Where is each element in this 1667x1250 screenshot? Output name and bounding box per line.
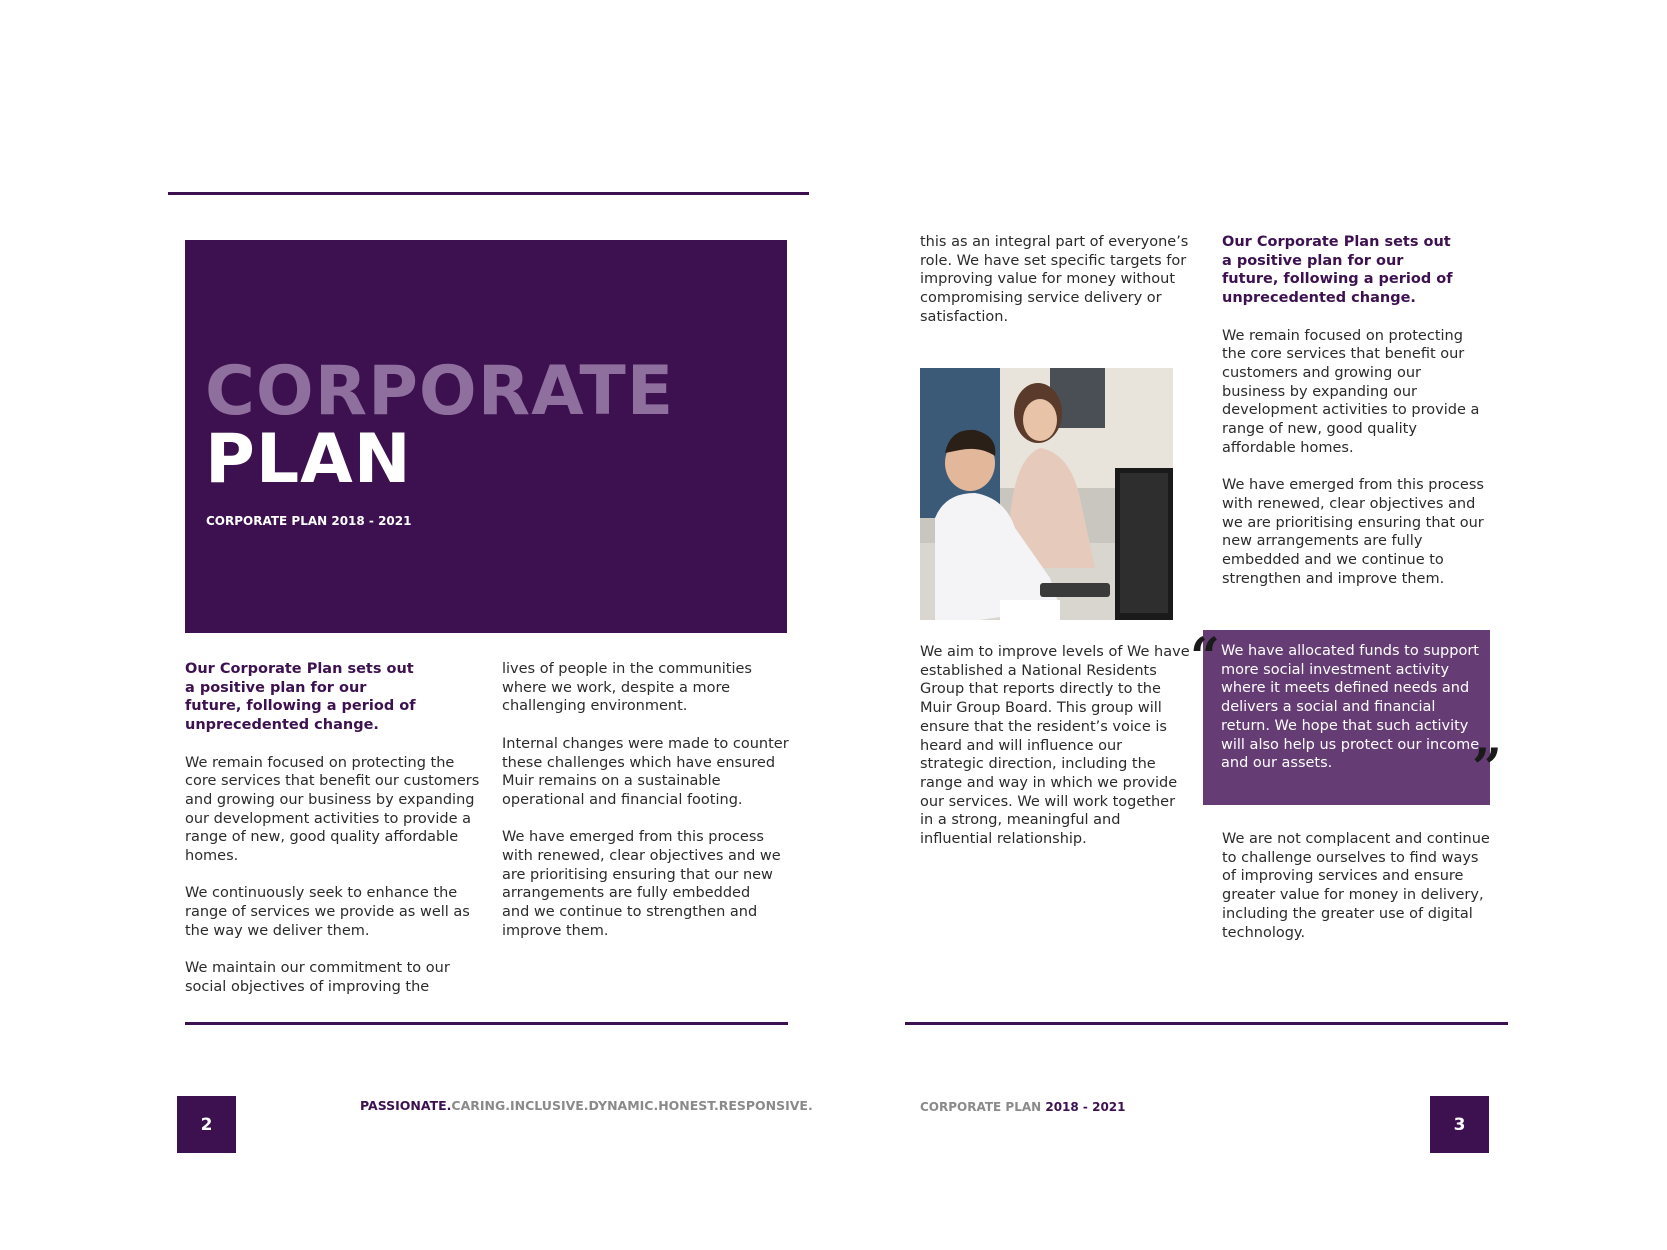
body-paragraph: We continuously seek to enhance the range of services we provide as well as the way we deliver them. xyxy=(185,885,470,939)
left-column-2 xyxy=(502,660,792,959)
footer-value-passionate: PASSIONATE. xyxy=(360,1098,452,1113)
footer-label: CORPORATE PLAN xyxy=(920,1100,1046,1114)
body-paragraph: Internal changes were made to counter these challenges which have ensured Muir remains on a sustainable operational and financial footing. xyxy=(502,735,789,808)
right-column-3-bottom xyxy=(920,643,1190,867)
body-paragraph: We maintain our commitment to our social objectives of improving the xyxy=(185,960,450,995)
body-paragraph: We are not complacent and continue to challenge ourselves to find ways of improving services and ensure greater value for money in delivery, including the greater use of digital technology. xyxy=(1222,831,1490,941)
right-column-4-bottom xyxy=(1222,830,1497,961)
body-paragraph: We remain focused on protecting the core services that benefit our customers and growing our business by expanding our development activities to provide a range of new, good quality affordable homes. xyxy=(185,754,480,865)
page-number-right: 3 xyxy=(1430,1096,1489,1153)
body-paragraph: We aim to improve levels of We have established a National Residents Group that reports directly to the Muir Group Board. This group will ensure that the resident’s voice is heard and will influence our strategic direction, including the range and way in which we provide our services. We will work together in a strong, meaningful and influential relationship. xyxy=(920,644,1190,848)
lead-paragraph: Our Corporate Plan sets out a positive plan for our future, following a period of unprecedented change. xyxy=(1222,234,1453,307)
footer-years: 2018 - 2021 xyxy=(1045,1100,1126,1114)
hero-title-line2: PLAN xyxy=(205,420,412,499)
lead-paragraph: Our Corporate Plan sets out a positive plan for our future, following a period of unprecedented change. xyxy=(185,661,416,734)
footer-corporate-plan xyxy=(920,1100,1126,1114)
bottom-rule-right xyxy=(905,1022,1508,1025)
office-photo-illustration xyxy=(920,368,1173,620)
top-rule-left xyxy=(168,192,809,195)
hero-subtitle: CORPORATE PLAN 2018 - 2021 xyxy=(206,514,412,528)
bottom-rule-left xyxy=(185,1022,788,1025)
body-paragraph: We have emerged from this process with renewed, clear objectives and we are prioritising ensuring that our new arrangements are fully embedded and we continue to strengthen and improve them. xyxy=(502,829,781,939)
left-column-1 xyxy=(185,660,480,1015)
open-quote-icon: “ xyxy=(1190,627,1220,688)
right-column-4-top xyxy=(1222,233,1492,607)
office-photo xyxy=(920,368,1173,620)
body-paragraph: We remain focused on protecting the core services that benefit our customers and growing our business by expanding our development activities to provide a range of new, good quality affordable homes. xyxy=(1222,327,1480,456)
close-quote-icon: ” xyxy=(1472,738,1502,799)
footer-values-rest: CARING.INCLUSIVE.DYNAMIC.HONEST.RESPONSIVE. xyxy=(451,1098,813,1113)
right-column-3-top xyxy=(920,233,1190,345)
body-paragraph: lives of people in the communities where we work, despite a more challenging environment. xyxy=(502,661,752,715)
pull-quote-text: We have allocated funds to support more social investment activity where it meets defined needs and delivers a social and financial return. We hope that such activity will also help us protect our income and our assets. xyxy=(1221,643,1480,772)
hero-title-line1: CORPORATE xyxy=(205,352,675,431)
pull-quote-box xyxy=(1203,630,1490,805)
body-paragraph: We have emerged from this process with renewed, clear objectives and we are prioritising ensuring that our new arrangements are fully embedded and we continue to strengthen and improve them. xyxy=(1222,477,1484,587)
hero-banner xyxy=(185,240,787,633)
body-paragraph: this as an integral part of everyone’s role. We have set specific targets for improving value for money without compromising service delivery or satisfaction. xyxy=(920,234,1189,325)
page-number-left: 2 xyxy=(177,1096,236,1153)
footer-values xyxy=(360,1098,813,1113)
